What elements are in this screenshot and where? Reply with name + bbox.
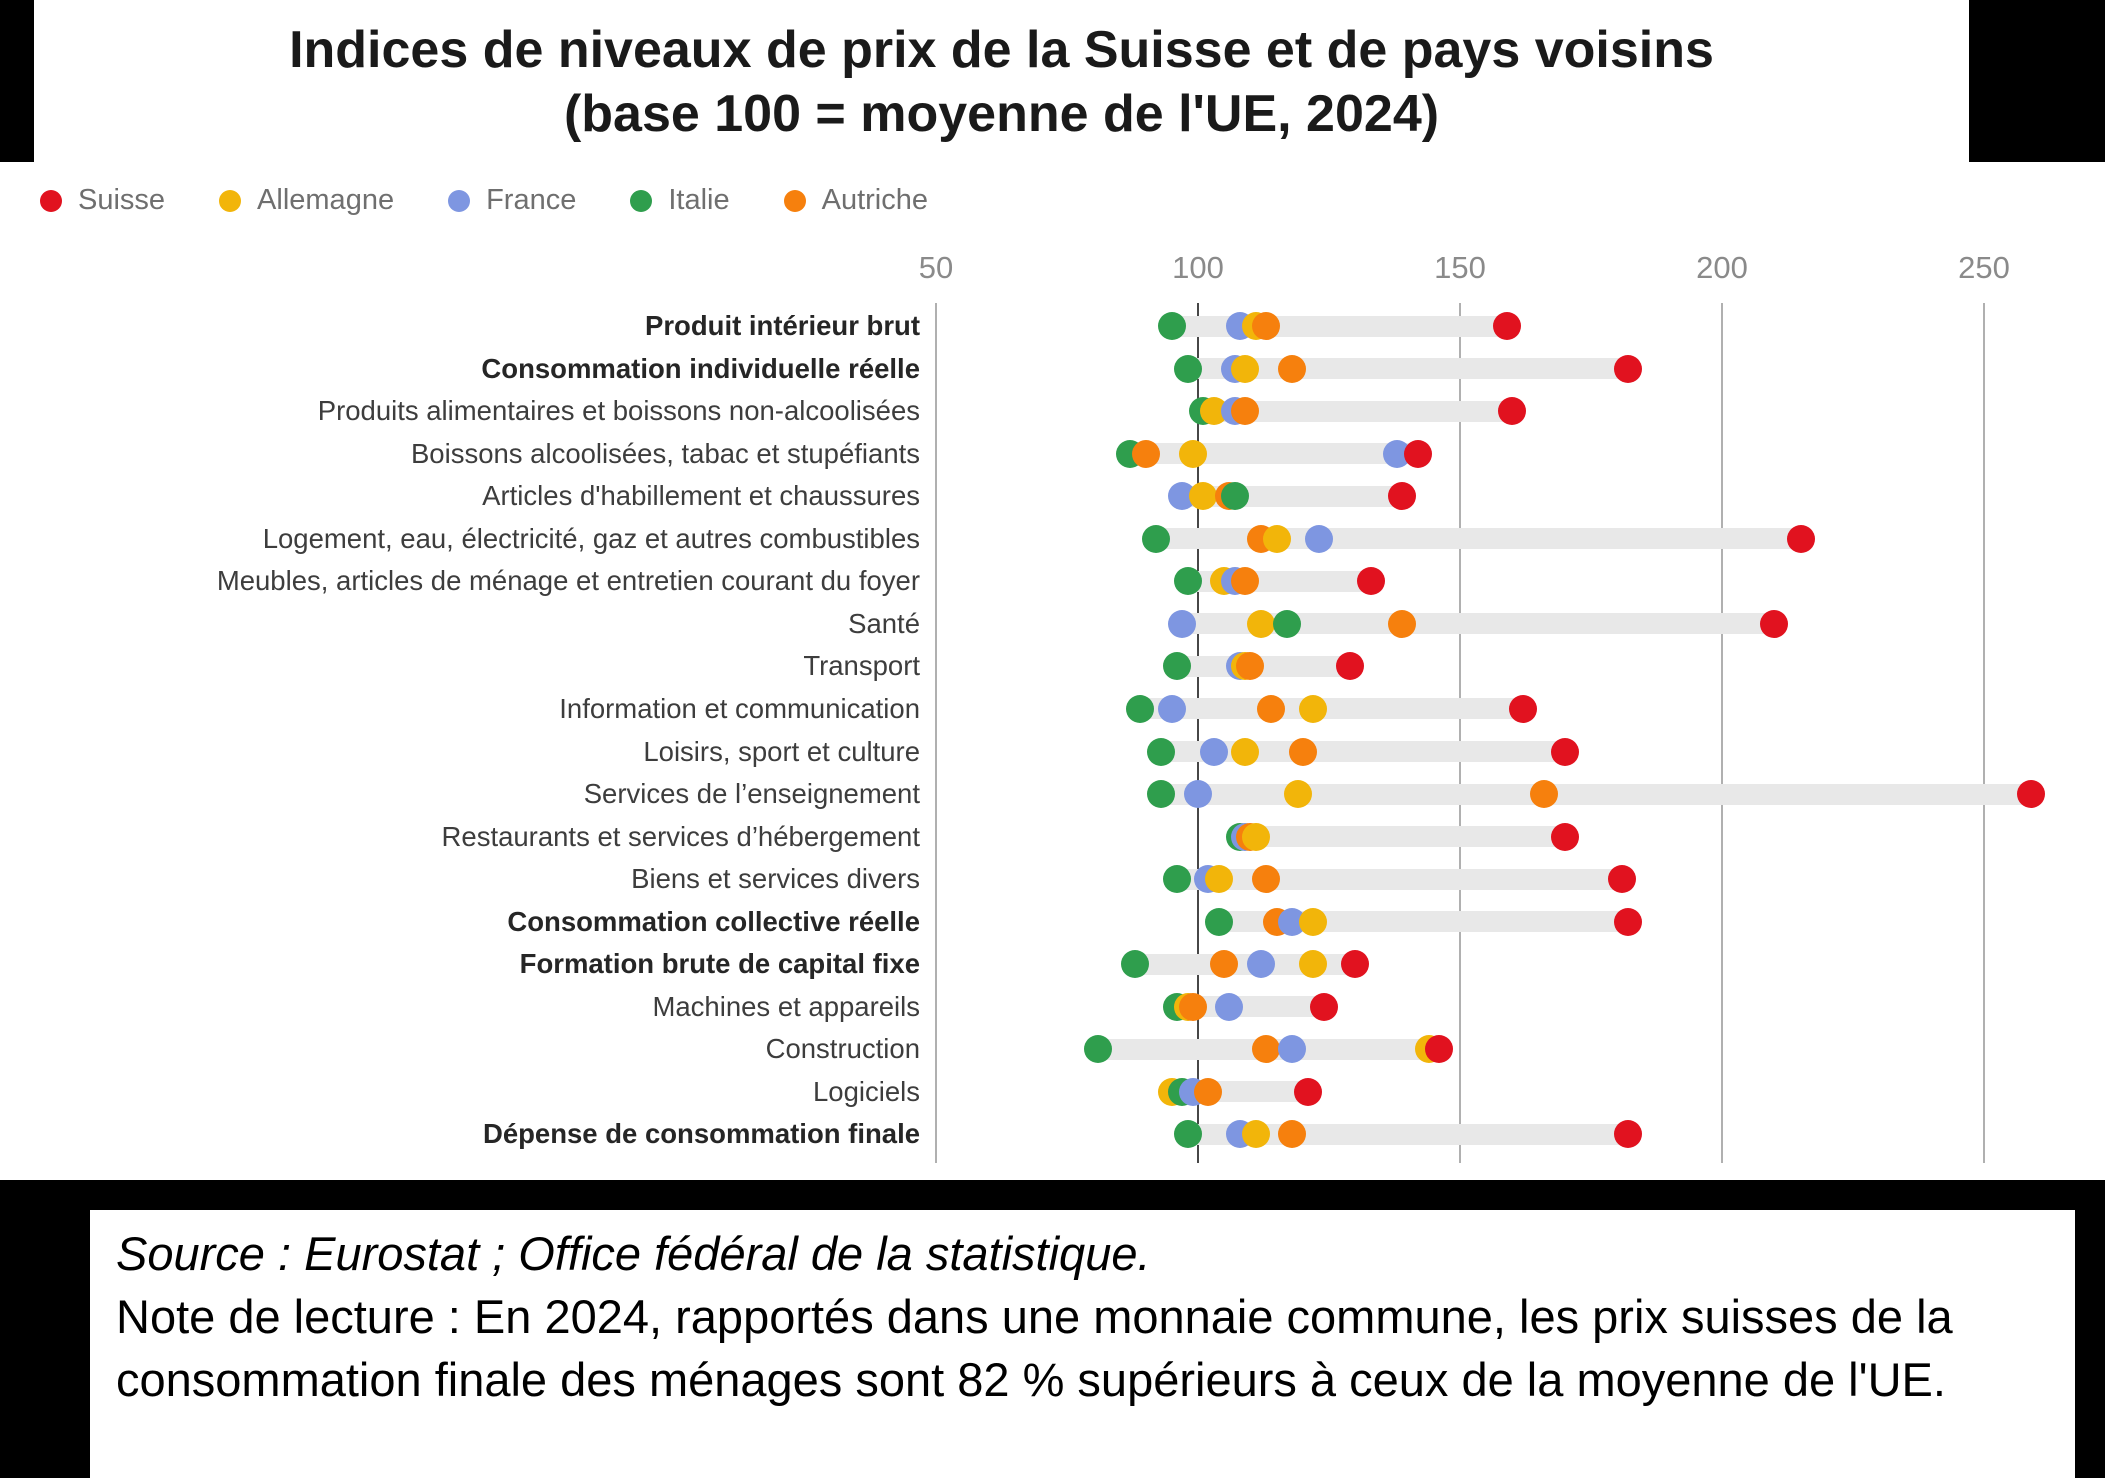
dot-allemagne-row4 <box>1179 440 1207 468</box>
range-bar <box>1172 316 1507 337</box>
dot-autriche-row17 <box>1179 993 1207 1021</box>
range-bar <box>1140 698 1523 719</box>
x-axis-tick-label-150: 150 <box>1434 250 1486 285</box>
legend-label: Allemagne <box>257 184 395 216</box>
dot-suisse-row17 <box>1310 993 1338 1021</box>
dot-suisse-row12 <box>2017 780 2045 808</box>
dot-italie-row6 <box>1142 525 1170 553</box>
category-label: Consommation collective réelle <box>507 905 920 937</box>
reading-note-text: Note de lecture : En 2024, rapportés dans une monnaie commune, les prix suisses de la consommation finale des ménages sont 82 % supérieurs à ceux de la moyenne de l'UE. <box>116 1290 1953 1406</box>
source-text: Source : Eurostat ; Office fédéral de la statistique. <box>116 1227 1151 1280</box>
range-bar <box>1240 826 1565 847</box>
category-label: Formation brute de capital fixe <box>519 948 920 980</box>
dot-allemagne-row14 <box>1205 865 1233 893</box>
dot-autriche-row1 <box>1252 312 1280 340</box>
dot-autriche-row12 <box>1530 780 1558 808</box>
dot-suisse-row13 <box>1551 823 1579 851</box>
category-label: Restaurants et services d’hébergement <box>441 820 920 852</box>
category-label: Santé <box>848 607 920 639</box>
dot-italie-row11 <box>1147 738 1175 766</box>
dot-suisse-row6 <box>1787 525 1815 553</box>
category-label: Dépense de consommation finale <box>482 1118 920 1150</box>
category-label: Articles d'habillement et chaussures <box>482 480 920 512</box>
gridline-250 <box>1983 303 1985 1163</box>
dot-allemagne-row12 <box>1284 780 1312 808</box>
dot-suisse-row8 <box>1760 610 1788 638</box>
category-label: Boissons alcoolisées, tabac et stupéfiants <box>410 437 920 469</box>
x-axis-tick-label-100: 100 <box>1172 250 1224 285</box>
dot-france-row8 <box>1168 610 1196 638</box>
dot-suisse-row18 <box>1425 1035 1453 1063</box>
dot-italie-row7 <box>1174 567 1202 595</box>
dot-allemagne-row15 <box>1299 908 1327 936</box>
dot-autriche-row4 <box>1132 440 1160 468</box>
category-label: Machines et appareils <box>652 990 920 1022</box>
dot-allemagne-row6 <box>1263 525 1291 553</box>
x-axis-tick-label-250: 250 <box>1958 250 2010 285</box>
gridline-50 <box>935 303 937 1163</box>
dot-suisse-row2 <box>1614 355 1642 383</box>
dot-suisse-row7 <box>1357 567 1385 595</box>
dot-allemagne-row8 <box>1247 610 1275 638</box>
dot-suisse-row19 <box>1294 1078 1322 1106</box>
category-label: Information et communication <box>559 692 920 724</box>
category-label: Logiciels <box>812 1075 920 1107</box>
category-label: Services de l’enseignement <box>583 778 920 810</box>
range-bar <box>1177 869 1622 890</box>
dot-autriche-row2 <box>1278 355 1306 383</box>
category-label: Consommation individuelle réelle <box>481 352 920 384</box>
category-label: Logement, eau, électricité, gaz et autres combustibles <box>262 522 920 554</box>
dot-italie-row1 <box>1158 312 1186 340</box>
dot-suisse-row14 <box>1608 865 1636 893</box>
legend-label: Italie <box>668 184 730 216</box>
category-label: Construction <box>765 1033 920 1065</box>
category-label: Produit intérieur brut <box>645 310 920 341</box>
dot-allemagne-row11 <box>1231 738 1259 766</box>
dot-suisse-row9 <box>1336 652 1364 680</box>
category-label: Transport <box>803 650 920 682</box>
dot-italie-row8 <box>1273 610 1301 638</box>
x-axis-tick-label-200: 200 <box>1696 250 1748 285</box>
gridline-150 <box>1459 303 1461 1163</box>
dot-italie-row20 <box>1174 1120 1202 1148</box>
dot-france-row6 <box>1305 525 1333 553</box>
dot-allemagne-row13 <box>1242 823 1270 851</box>
footer-note-box <box>90 1210 2075 1478</box>
dot-suisse-row3 <box>1498 397 1526 425</box>
dot-france-row12 <box>1184 780 1212 808</box>
legend-label: Autriche <box>821 184 928 216</box>
dot-italie-row5 <box>1221 482 1249 510</box>
dot-suisse-row15 <box>1614 908 1642 936</box>
gridline-100 <box>1197 303 1199 1163</box>
dot-suisse-row1 <box>1493 312 1521 340</box>
dot-suisse-row10 <box>1509 695 1537 723</box>
category-label: Produits alimentaires et boissons non-alcoolisées <box>317 395 920 427</box>
dot-france-row16 <box>1247 950 1275 978</box>
dot-france-row11 <box>1200 738 1228 766</box>
category-label: Biens et services divers <box>631 863 920 895</box>
dot-suisse-row16 <box>1341 950 1369 978</box>
legend-label: France <box>486 184 577 216</box>
dot-suisse-row4 <box>1404 440 1432 468</box>
dot-suisse-row5 <box>1388 482 1416 510</box>
range-bar <box>1130 443 1418 464</box>
footer-band <box>0 1180 2105 1478</box>
dot-allemagne-row20 <box>1242 1120 1270 1148</box>
category-label: Meubles, articles de ménage et entretien courant du foyer <box>216 565 920 597</box>
legend-label: Suisse <box>78 184 166 216</box>
dot-france-row10 <box>1158 695 1186 723</box>
dot-italie-row15 <box>1205 908 1233 936</box>
dot-autriche-row11 <box>1289 738 1317 766</box>
x-axis-tick-label-50: 50 <box>918 250 954 285</box>
category-label: Loisirs, sport et culture <box>643 735 920 767</box>
dot-italie-row14 <box>1163 865 1191 893</box>
chart-title-line-2: (base 100 = moyenne de l'UE, 2024) <box>563 85 1440 143</box>
gridline-200 <box>1721 303 1723 1163</box>
dot-italie-row2 <box>1174 355 1202 383</box>
dot-allemagne-row2 <box>1231 355 1259 383</box>
dot-suisse-row11 <box>1551 738 1579 766</box>
dot-suisse-row20 <box>1614 1120 1642 1148</box>
chart-title-line-1: Indices de niveaux de prix de la Suisse et de pays voisins <box>289 21 1714 79</box>
